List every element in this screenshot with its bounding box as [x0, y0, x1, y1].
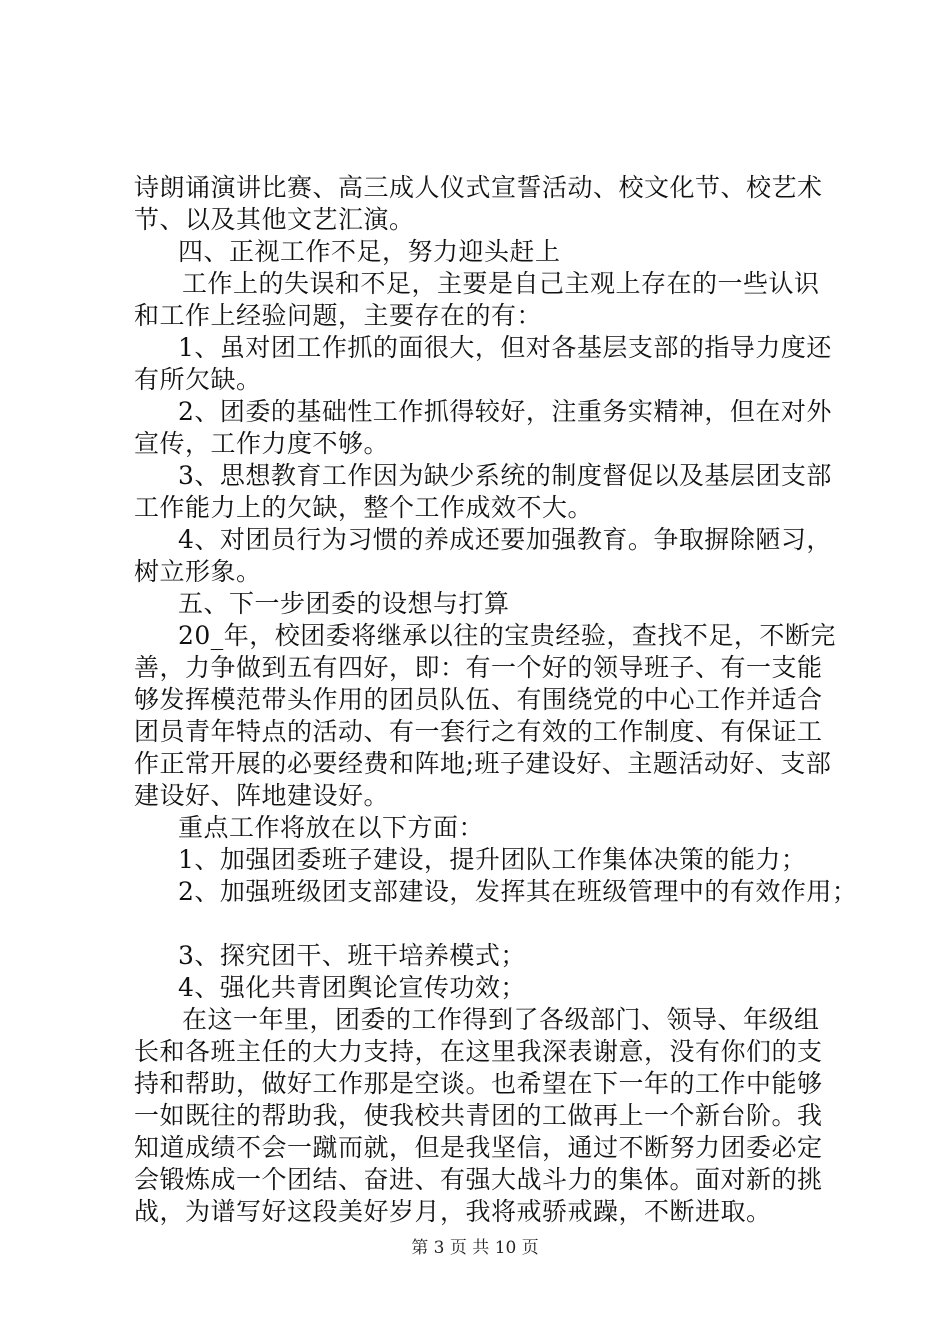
- page-number: 第 3 页 共 10 页: [411, 1238, 539, 1258]
- text-line: 工作能力上的欠缺，整个工作成效不大。: [134, 493, 594, 522]
- page-footer: [0, 1237, 950, 1259]
- text-line: 会锻炼成一个团结、奋进、有强大战斗力的集体。面对新的挑: [134, 1165, 823, 1194]
- text-line: 树立形象。: [134, 557, 262, 586]
- text-line: 够发挥模范带头作用的团员队伍、有围绕党的中心工作并适合: [134, 685, 823, 714]
- text-line: 4、对团员行为习惯的养成还要加强教育。争取摒除陋习，: [178, 525, 832, 554]
- text-line: 长和各班主任的大力支持，在这里我深表谢意，没有你们的支: [134, 1037, 823, 1066]
- text-line: 战，为谱写好这段美好岁月，我将戒骄戒躁，不断进取。: [134, 1197, 772, 1226]
- text-line: 3、探究团干、班干培养模式；: [178, 941, 526, 970]
- section-heading: 四、正视工作不足，努力迎头赶上: [178, 237, 561, 266]
- text-line: 和工作上经验问题，主要存在的有：: [134, 301, 543, 330]
- text-line: 持和帮助，做好工作那是空谈。也希望在下一年的工作中能够: [134, 1069, 823, 1098]
- text-line: 作正常开展的必要经费和阵地;班子建设好、主题活动好、支部: [134, 749, 832, 778]
- text-line: 在这一年里，团委的工作得到了各级部门、领导、年级组: [182, 1005, 820, 1034]
- text-line: 团员青年特点的活动、有一套行之有效的工作制度、有保证工: [134, 717, 823, 746]
- text-line: 1、加强团委班子建设，提升团队工作集体决策的能力；: [178, 845, 807, 874]
- text-line: 20_年，校团委将继承以往的宝贵经验，查找不足，不断完: [178, 621, 836, 650]
- section-heading: 五、下一步团委的设想与打算: [178, 589, 510, 618]
- text-line: 善，力争做到五有四好，即：有一个好的领导班子、有一支能: [134, 653, 823, 682]
- text-line: 建设好、阵地建设好。: [134, 781, 390, 810]
- text-line: 3、思想教育工作因为缺少系统的制度督促以及基层团支部: [178, 461, 832, 490]
- text-line: 2、团委的基础性工作抓得较好，注重务实精神，但在对外: [178, 397, 832, 426]
- text-line: 工作上的失误和不足，主要是自己主观上存在的一些认识: [182, 269, 820, 298]
- text-line: 知道成绩不会一蹴而就，但是我坚信，通过不断努力团委必定: [134, 1133, 823, 1162]
- text-line: 诗朗诵演讲比赛、高三成人仪式宣誓活动、校文化节、校艺术: [134, 173, 823, 202]
- text-line: 节、以及其他文艺汇演。: [134, 205, 415, 234]
- text-line: 重点工作将放在以下方面：: [178, 813, 485, 842]
- text-line: 4、强化共青团舆论宣传功效；: [178, 973, 526, 1002]
- text-line: 一如既往的帮助我，使我校共青团的工做再上一个新台阶。我: [134, 1101, 823, 1130]
- text-line: 宣传，工作力度不够。: [134, 429, 390, 458]
- text-line: 1、虽对团工作抓的面很大，但对各基层支部的指导力度还: [178, 333, 832, 362]
- text-line: 2、加强班级团支部建设，发挥其在班级管理中的有效作用；: [178, 877, 858, 906]
- text-line: 有所欠缺。: [134, 365, 262, 394]
